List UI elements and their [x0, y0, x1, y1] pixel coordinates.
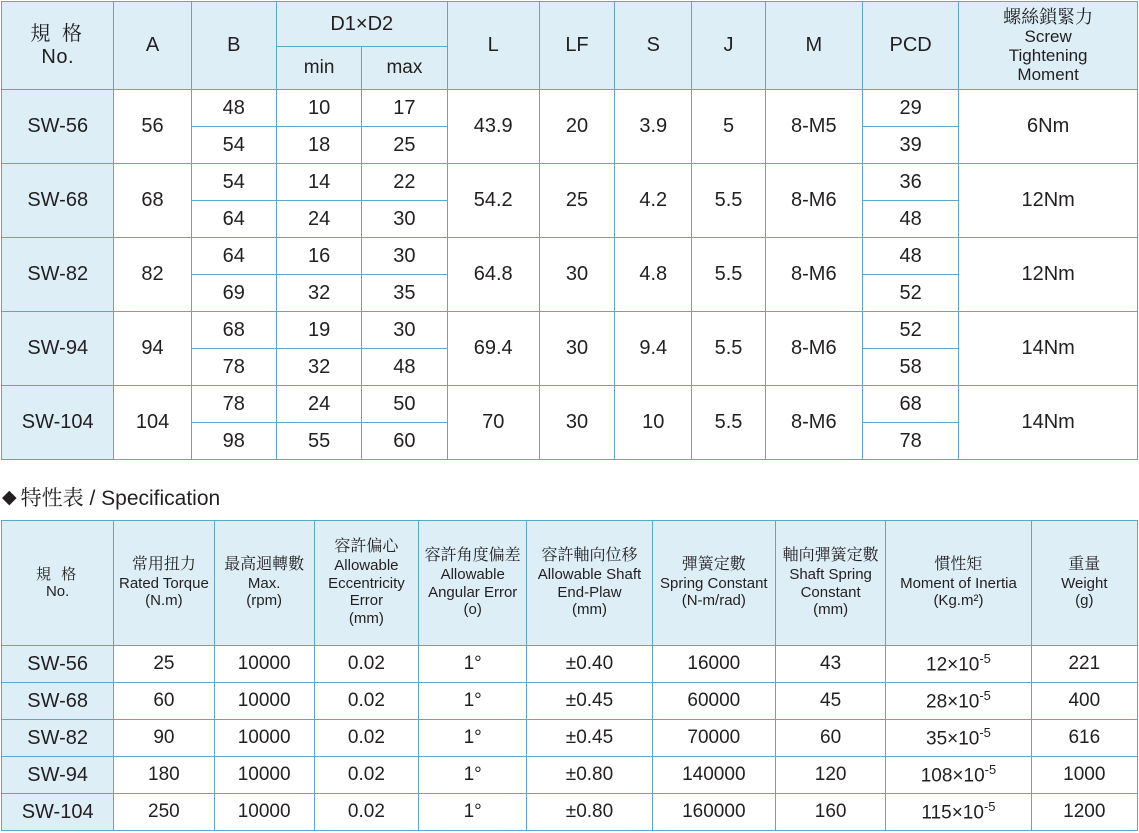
cell-d-max: 50 — [362, 386, 447, 423]
cell-d-max: 17 — [362, 90, 447, 127]
cell-screw-moment: 12Nm — [959, 164, 1138, 238]
header-a: A — [114, 2, 191, 90]
header-spring-unit: (N-m/rad) — [681, 592, 746, 610]
row-spec-no: SW-56 — [2, 646, 114, 683]
cell-pcd-1: 36 — [862, 164, 958, 201]
header-lf: LF — [539, 2, 614, 90]
cell-moment-of-inertia — [886, 794, 1031, 831]
cell-d-min-2: 18 — [276, 127, 361, 164]
cell-b-min: 64 — [191, 238, 276, 275]
cell-weight: 1200 — [1031, 794, 1137, 831]
cell-b-min: 54 — [191, 164, 276, 201]
table-row — [2, 312, 1138, 349]
cell-l: 43.9 — [447, 90, 539, 164]
cell-b-max: 78 — [191, 349, 276, 386]
cell-end-play: ±0.80 — [527, 794, 652, 831]
cell-rated-torque: 180 — [114, 757, 214, 794]
cell-s: 3.9 — [615, 90, 692, 164]
table-row — [2, 164, 1138, 201]
row-spec-no: SW-94 — [2, 312, 114, 386]
header-angular-error — [419, 521, 527, 646]
cell-end-play: ±0.80 — [527, 757, 652, 794]
cell-d-min: 24 — [276, 386, 361, 423]
inertia-mantissa: 115×10 — [921, 802, 984, 824]
cell-weight: 400 — [1031, 683, 1137, 720]
table-row — [2, 238, 1138, 275]
cell-m: 8-M6 — [765, 164, 862, 238]
cell-a: 94 — [114, 312, 191, 386]
table-row — [2, 646, 1138, 683]
header-weight-en: Weight — [1061, 574, 1108, 592]
header-screw-cn: 螺絲鎖緊力 — [1003, 6, 1094, 27]
inertia-exponent: -5 — [979, 725, 991, 741]
cell-d-min-2: 55 — [276, 423, 361, 460]
cell-lf: 20 — [539, 90, 614, 164]
cell-d-max-2: 25 — [362, 127, 447, 164]
cell-eccentricity: 0.02 — [314, 794, 418, 831]
cell-angular-error: 1° — [419, 720, 527, 757]
header-inertia-cn: 慣性矩 — [934, 555, 983, 573]
header-screw-en-1: Screw — [1024, 27, 1072, 47]
row-spec-no: SW-104 — [2, 386, 114, 460]
inertia-exponent: -5 — [983, 799, 996, 815]
cell-eccentricity: 0.02 — [314, 646, 418, 683]
header-max-rpm — [214, 521, 314, 646]
cell-s: 4.2 — [615, 164, 692, 238]
inertia-mantissa: 35×10 — [926, 728, 980, 750]
cell-weight: 1000 — [1031, 757, 1137, 794]
header-screw-en-2: Tightening — [1008, 46, 1088, 66]
cell-j: 5.5 — [692, 312, 765, 386]
row-spec-no: SW-94 — [2, 757, 114, 794]
header-inertia-en: Moment of Inertia — [900, 574, 1017, 592]
cell-pcd-2: 52 — [862, 275, 958, 312]
header-weight-cn: 重量 — [1068, 555, 1101, 573]
characteristic-header-row — [2, 521, 1138, 646]
cell-d-max-2: 48 — [362, 349, 447, 386]
header-rated-torque — [114, 521, 214, 646]
cell-screw-moment: 12Nm — [959, 238, 1138, 312]
cell-d-max-2: 60 — [362, 423, 447, 460]
header-d-max: max — [362, 47, 447, 90]
cell-a: 68 — [114, 164, 191, 238]
inertia-exponent: -5 — [984, 762, 997, 778]
cell-shaft-spring-constant: 43 — [775, 646, 885, 683]
cell-pcd-1: 52 — [862, 312, 958, 349]
cell-max-rpm: 10000 — [214, 720, 314, 757]
cell-d-min-2: 24 — [276, 201, 361, 238]
cell-d-min: 14 — [276, 164, 361, 201]
header-spring-cn: 彈簧定數 — [681, 555, 746, 573]
cell-spring-constant: 140000 — [652, 757, 775, 794]
cell-moment-of-inertia — [886, 683, 1031, 720]
inertia-mantissa: 12×10 — [926, 654, 980, 676]
row-spec-no: SW-82 — [2, 238, 114, 312]
cell-angular-error: 1° — [419, 794, 527, 831]
cell-max-rpm: 10000 — [214, 646, 314, 683]
cell-d-max-2: 35 — [362, 275, 447, 312]
cell-s: 10 — [615, 386, 692, 460]
header-m: M — [765, 2, 862, 90]
row-spec-no: SW-82 — [2, 720, 114, 757]
cell-max-rpm: 10000 — [214, 757, 314, 794]
header-eccentricity-error — [314, 521, 418, 646]
header-shaft-spring-cn: 軸向彈簧定數 — [782, 547, 879, 565]
header-moment-of-inertia — [886, 521, 1031, 646]
cell-eccentricity: 0.02 — [314, 757, 418, 794]
dimension-table-head — [2, 2, 1138, 90]
cell-j: 5.5 — [692, 386, 765, 460]
header-inertia-unit: (Kg.m²) — [933, 592, 984, 610]
cell-b-min: 68 — [191, 312, 276, 349]
header-eccentricity-unit: (mm) — [348, 610, 384, 628]
header-max-rpm-unit: (rpm) — [246, 592, 283, 610]
cell-moment-of-inertia — [886, 757, 1031, 794]
header-max-rpm-en: Max. — [247, 574, 281, 592]
cell-j: 5 — [692, 90, 765, 164]
header-angular-cn: 容許角度偏差 — [424, 547, 521, 565]
cell-a: 82 — [114, 238, 191, 312]
header-d1xd2: D1×D2 — [276, 2, 447, 47]
cell-d-min-2: 32 — [276, 275, 361, 312]
cell-b-max: 98 — [191, 423, 276, 460]
cell-shaft-spring-constant: 160 — [775, 794, 885, 831]
inertia-exponent: -5 — [979, 688, 991, 704]
row-spec-no: SW-68 — [2, 683, 114, 720]
cell-d-max: 30 — [362, 238, 447, 275]
cell-lf: 30 — [539, 386, 614, 460]
cell-d-min: 19 — [276, 312, 361, 349]
cell-l: 69.4 — [447, 312, 539, 386]
cell-b-min: 78 — [191, 386, 276, 423]
cell-d-max: 30 — [362, 312, 447, 349]
cell-pcd-1: 29 — [862, 90, 958, 127]
inertia-mantissa: 108×10 — [920, 765, 985, 787]
header-max-rpm-cn: 最高迴轉數 — [224, 555, 305, 573]
header-spec-no-cn: 規 格 — [30, 22, 85, 45]
cell-pcd-1: 68 — [862, 386, 958, 423]
header-screw-en-3: Moment — [1017, 65, 1079, 85]
cell-s: 4.8 — [615, 238, 692, 312]
row-spec-no: SW-56 — [2, 90, 114, 164]
cell-b-max: 54 — [191, 127, 276, 164]
cell-pcd-2: 58 — [862, 349, 958, 386]
diamond-bullet-icon: ◆ — [2, 486, 17, 508]
cell-shaft-spring-constant: 60 — [775, 720, 885, 757]
table-row — [2, 683, 1138, 720]
dimension-header-row-1 — [2, 2, 1138, 47]
header-eccentricity-en: Allowable Eccentricity Error — [328, 557, 405, 610]
header-s: S — [615, 2, 692, 90]
cell-lf: 30 — [539, 312, 614, 386]
cell-b-max: 64 — [191, 201, 276, 238]
cell-pcd-2: 48 — [862, 201, 958, 238]
cell-rated-torque: 60 — [114, 683, 214, 720]
cell-spring-constant: 16000 — [652, 646, 775, 683]
row-spec-no: SW-104 — [2, 794, 114, 831]
dimension-table — [1, 1, 1138, 460]
header-spec-no-en: No. — [45, 583, 70, 600]
cell-end-play: ±0.40 — [527, 646, 652, 683]
cell-max-rpm: 10000 — [214, 683, 314, 720]
header-shaft-end-play — [527, 521, 652, 646]
cell-moment-of-inertia — [886, 720, 1031, 757]
cell-lf: 30 — [539, 238, 614, 312]
cell-j: 5.5 — [692, 238, 765, 312]
header-spec-no-en: No. — [41, 45, 74, 68]
cell-m: 8-M6 — [765, 386, 862, 460]
header-rated-torque-en: Rated Torque — [119, 574, 209, 592]
cell-screw-moment: 14Nm — [959, 386, 1138, 460]
cell-screw-moment: 14Nm — [959, 312, 1138, 386]
cell-a: 104 — [114, 386, 191, 460]
cell-spring-constant: 160000 — [652, 794, 775, 831]
cell-eccentricity: 0.02 — [314, 683, 418, 720]
cell-weight: 221 — [1031, 646, 1137, 683]
header-spec-no-cn: 規 格 — [36, 565, 80, 583]
header-angular-en: Allowable Angular Error — [428, 565, 518, 601]
cell-screw-moment: 6Nm — [959, 90, 1138, 164]
cell-rated-torque: 90 — [114, 720, 214, 757]
cell-angular-error: 1° — [419, 683, 527, 720]
cell-spring-constant: 70000 — [652, 720, 775, 757]
spec-sheet-page — [0, 1, 1139, 833]
cell-j: 5.5 — [692, 164, 765, 238]
inertia-exponent: -5 — [979, 651, 991, 667]
cell-shaft-spring-constant: 45 — [775, 683, 885, 720]
header-pcd: PCD — [862, 2, 958, 90]
cell-b-min: 48 — [191, 90, 276, 127]
header-rated-torque-unit: (N.m) — [145, 592, 183, 610]
characteristic-table-body — [2, 646, 1138, 831]
cell-a: 56 — [114, 90, 191, 164]
cell-weight: 616 — [1031, 720, 1137, 757]
cell-rated-torque: 250 — [114, 794, 214, 831]
cell-l: 70 — [447, 386, 539, 460]
header-spring-constant — [652, 521, 775, 646]
cell-end-play: ±0.45 — [527, 720, 652, 757]
header-endplay-en: Allowable Shaft End-Plaw — [537, 565, 642, 601]
cell-d-max: 22 — [362, 164, 447, 201]
cell-m: 8-M6 — [765, 312, 862, 386]
cell-spring-constant: 60000 — [652, 683, 775, 720]
table-row — [2, 720, 1138, 757]
cell-moment-of-inertia — [886, 646, 1031, 683]
characteristic-table-head — [2, 521, 1138, 646]
header-spring-en: Spring Constant — [660, 574, 768, 592]
characteristic-table — [1, 520, 1138, 831]
header-l: L — [447, 2, 539, 90]
cell-pcd-2: 78 — [862, 423, 958, 460]
row-spec-no: SW-68 — [2, 164, 114, 238]
header-eccentricity-cn: 容許偏心 — [334, 538, 399, 556]
header-weight-unit: (g) — [1075, 592, 1094, 610]
cell-lf: 25 — [539, 164, 614, 238]
header-spec-no — [2, 2, 114, 90]
cell-angular-error: 1° — [419, 646, 527, 683]
cell-pcd-1: 48 — [862, 238, 958, 275]
table-row — [2, 386, 1138, 423]
header-shaft-spring-constant — [775, 521, 885, 646]
table-row — [2, 757, 1138, 794]
cell-shaft-spring-constant: 120 — [775, 757, 885, 794]
cell-s: 9.4 — [615, 312, 692, 386]
header-shaft-spring-unit: (mm) — [813, 601, 849, 619]
header-j: J — [692, 2, 765, 90]
header-weight — [1031, 521, 1137, 646]
cell-end-play: ±0.45 — [527, 683, 652, 720]
cell-d-min: 10 — [276, 90, 361, 127]
header-endplay-unit: (mm) — [572, 601, 607, 619]
table-row — [2, 90, 1138, 127]
inertia-mantissa: 28×10 — [926, 691, 980, 713]
cell-max-rpm: 10000 — [214, 794, 314, 831]
cell-pcd-2: 39 — [862, 127, 958, 164]
header-shaft-spring-en: Shaft Spring Constant — [789, 565, 872, 601]
cell-m: 8-M6 — [765, 238, 862, 312]
cell-eccentricity: 0.02 — [314, 720, 418, 757]
section-title-text: 特性表 / Specification — [20, 487, 221, 510]
header-spec-no — [2, 521, 114, 646]
specification-section-title — [2, 482, 1139, 512]
table-row — [2, 794, 1138, 831]
header-d-min: min — [276, 47, 361, 90]
cell-d-min: 16 — [276, 238, 361, 275]
cell-l: 54.2 — [447, 164, 539, 238]
cell-angular-error: 1° — [419, 757, 527, 794]
cell-rated-torque: 25 — [114, 646, 214, 683]
cell-d-max-2: 30 — [362, 201, 447, 238]
cell-l: 64.8 — [447, 238, 539, 312]
header-screw-tightening-moment — [959, 2, 1138, 90]
dimension-table-body — [2, 90, 1138, 460]
cell-b-max: 69 — [191, 275, 276, 312]
cell-d-min-2: 32 — [276, 349, 361, 386]
header-b: B — [191, 2, 276, 90]
header-endplay-cn: 容許軸向位移 — [541, 547, 638, 565]
header-angular-unit: (o) — [463, 601, 482, 619]
header-rated-torque-cn: 常用扭力 — [131, 555, 196, 573]
cell-m: 8-M5 — [765, 90, 862, 164]
